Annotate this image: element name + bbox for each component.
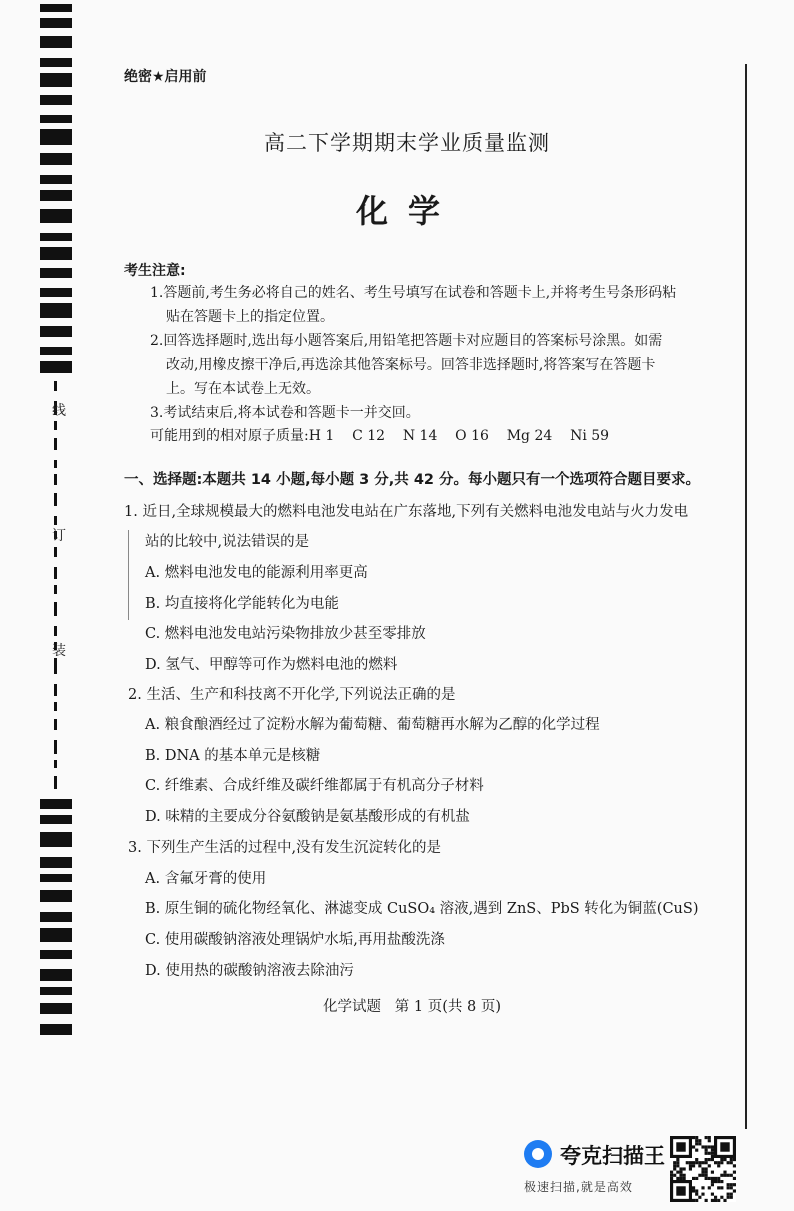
question-option: D. 味精的主要成分谷氨酸钠是氨基酸形成的有机盐 — [145, 809, 470, 825]
question-stem: 3. 下列生产生活的过程中,没有发生沉淀转化的是 — [128, 840, 442, 856]
notice-line: 2.回答选择题时,选出每小题答案后,用铅笔把答题卡对应题目的答案标号涂黑。如需 — [150, 333, 663, 349]
binding-order-label: 订 — [52, 528, 66, 544]
question-option: A. 含氟牙膏的使用 — [145, 871, 267, 887]
question-option: C. 燃料电池发电站污染物排放少甚至零排放 — [145, 626, 426, 642]
question-option: D. 氢气、甲醇等可作为燃料电池的燃料 — [145, 657, 398, 673]
question-option: C. 使用碳酸钠溶液处理锅炉水垢,再用盐酸洗涤 — [145, 932, 445, 948]
notice-line: 改动,用橡皮擦干净后,再选涂其他答案标号。回答非选择题时,将答案写在答题卡 — [166, 357, 656, 373]
confidential-label: 绝密★启用前 — [124, 69, 207, 85]
question-stem: 1. 近日,全球规模最大的燃料电池发电站在广东落地,下列有关燃料电池发电站与火力发电 — [124, 504, 689, 520]
question-option: B. 均直接将化学能转化为电能 — [145, 596, 339, 612]
qr-code-icon — [670, 1136, 736, 1202]
notice-line: 贴在答题卡上的指定位置。 — [166, 309, 334, 325]
question-stem: 2. 生活、生产和科技离不开化学,下列说法正确的是 — [128, 687, 456, 703]
subject-title: 化学 — [355, 192, 460, 230]
question-option: C. 纤维素、合成纤维及碳纤维都属于有机高分子材料 — [145, 778, 484, 794]
notice-line: 3.考试结束后,将本试卷和答题卡一并交回。 — [150, 405, 420, 421]
question-option: D. 使用热的碳酸钠溶液去除油污 — [145, 963, 354, 979]
scanner-slogan: 极速扫描,就是高效 — [524, 1180, 633, 1194]
scanner-app-name: 夸克扫描王 — [560, 1144, 665, 1168]
question-option: B. 原生铜的硫化物经氧化、淋滤变成 CuSO₄ 溶液,遇到 ZnS、PbS 转化为铜蓝(CuS) — [145, 901, 699, 917]
question-option: A. 燃料电池发电的能源利用率更高 — [145, 565, 368, 581]
notice-heading: 考生注意: — [124, 263, 186, 279]
scanner-logo-icon — [524, 1140, 552, 1168]
binding-line-label: 线 — [52, 403, 66, 419]
binding-bind-label: 装 — [52, 643, 66, 659]
notice-line: 上。写在本试卷上无效。 — [166, 381, 320, 397]
atomic-mass-line: 可能用到的相对原子质量:H 1 C 12 N 14 O 16 Mg 24 Ni 59 — [150, 428, 610, 444]
section-heading: 一、选择题:本题共 14 小题,每小题 3 分,共 42 分。每小题只有一个选项符合题目要求。 — [124, 472, 701, 488]
question-option: B. DNA 的基本单元是核糖 — [145, 748, 321, 764]
question-option: A. 粮食酿酒经过了淀粉水解为葡萄糖、葡萄糖再水解为乙醇的化学过程 — [145, 717, 600, 733]
left-margin-mark — [128, 530, 129, 620]
page-footer: 化学试题 第 1 页(共 8 页) — [322, 999, 502, 1015]
question-stem: 站的比较中,说法错误的是 — [145, 534, 310, 550]
notice-line: 1.答题前,考生务必将自己的姓名、考生号填写在试卷和答题卡上,并将考生号条形码粘 — [150, 285, 677, 301]
exam-title: 高二下学期期末学业质量监测 — [264, 131, 550, 155]
